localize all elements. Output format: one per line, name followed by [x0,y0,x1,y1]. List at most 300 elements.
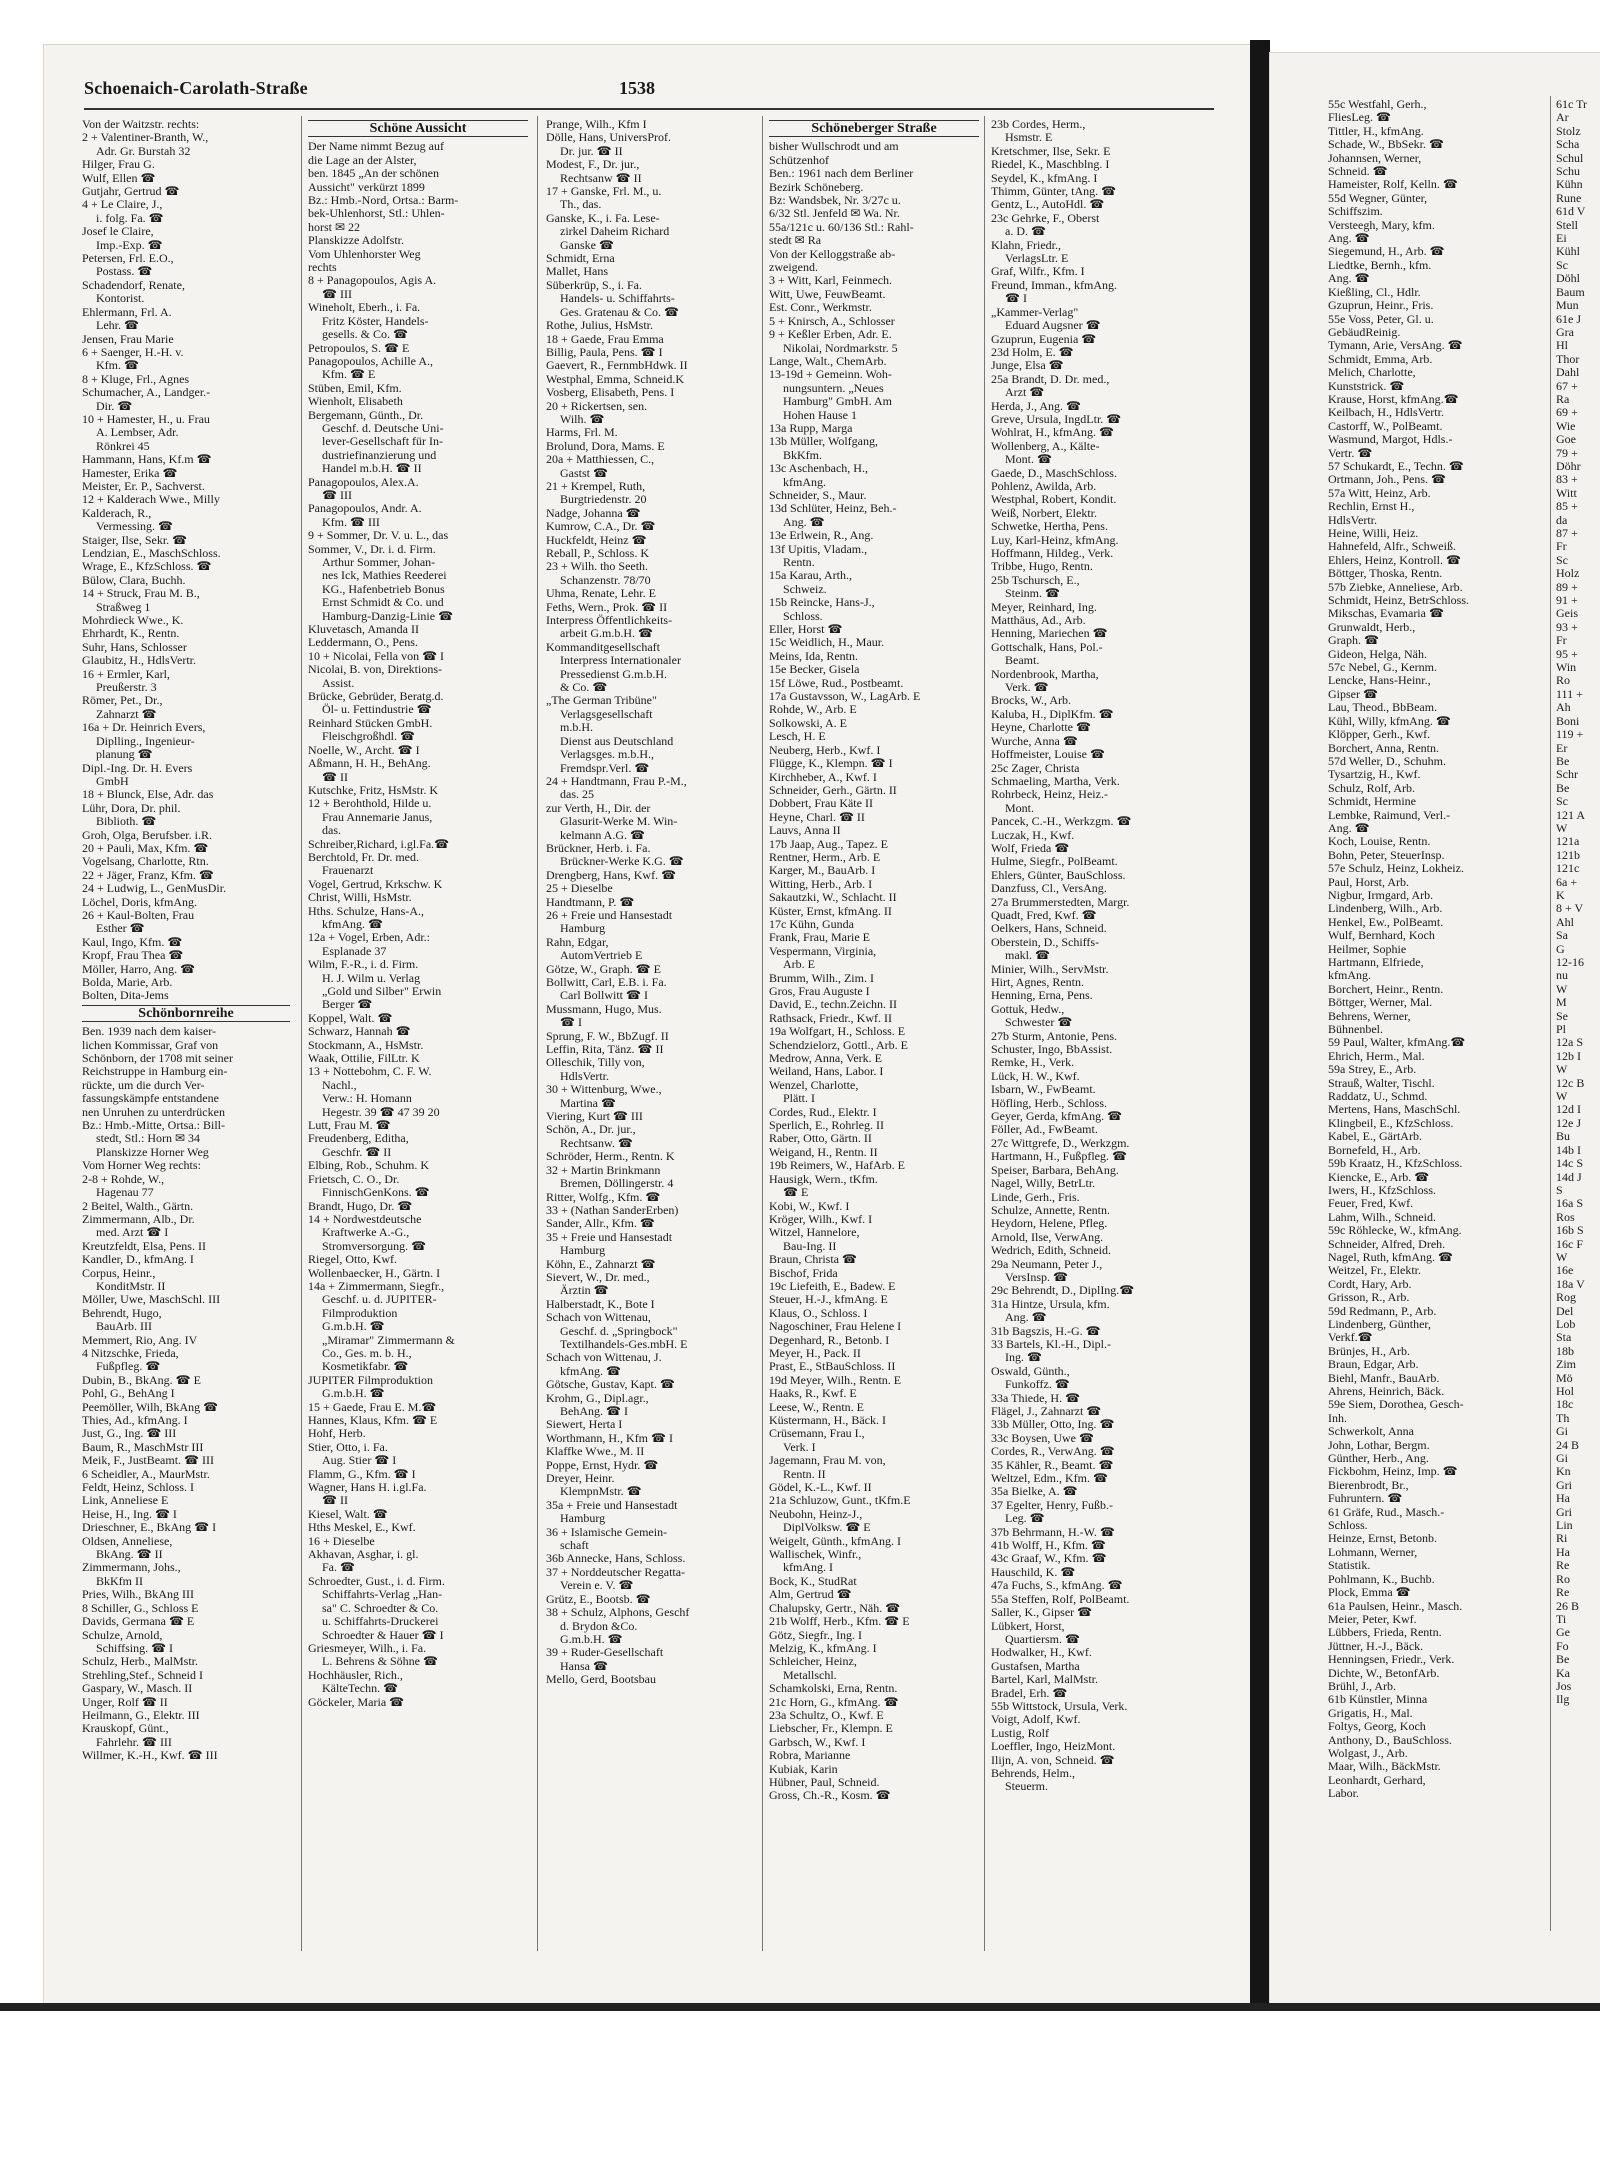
entry-continuation: Glasurit-Werke M. Win- [560,815,678,829]
directory-entry: 57c Nebel, G., Kernm. [1328,661,1437,675]
directory-entry: Voigt, Adolf, Kwf. [991,1713,1081,1727]
directory-entry: Lendzian, E., MaschSchloss. [82,547,221,560]
directory-entry: Schamkolski, Erna, Rentn. [769,1682,898,1696]
directory-entry: Bradel, Erh. ☎ [991,1686,1068,1700]
directory-entry: 36 + Islamische Gemein- [546,1525,668,1539]
directory-entry: Gideon, Helga, Näh. [1328,647,1427,661]
directory-entry: Ortmann, Joh., Pens. ☎ [1328,473,1446,487]
directory-entry: Witt [1556,486,1577,500]
directory-entry: 17c Kühn, Gunda [769,917,854,931]
directory-entry: Danzfuss, Cl., VersAng. [991,882,1107,896]
directory-entry: 16e [1556,1264,1574,1278]
entry-continuation: Co., Ges. m. b. H., [322,1346,412,1360]
directory-entry: Be [1556,754,1570,768]
directory-entry: Lin [1556,1519,1573,1533]
directory-entry: Schneider, Gerh., Gärtn. II [769,783,897,797]
directory-entry: 121a [1556,835,1580,849]
directory-entry: Schr [1556,768,1578,782]
directory-entry: 27c Wittgrefe, D., Werkzgm. [991,1136,1130,1150]
entry-continuation: Lehr. ☎ [96,319,139,333]
entry-continuation: Brückner-Werke K.G. ☎ [560,855,684,869]
entry-continuation: Interpress Internationaler [560,654,681,668]
directory-entry: Kalderach, R., [82,506,152,520]
directory-entry: Modest, F., Dr. jur., [546,158,640,172]
directory-entry: Gzuprun, Heinr., Fris. [1328,299,1434,313]
directory-entry: Heyne, Charlotte ☎ [991,721,1091,735]
entry-continuation: ☎ II [322,770,348,784]
directory-entry: Neubohn, Heinz-J., [769,1507,863,1521]
directory-entry: Riegel, Otto, Kwf. [308,1253,397,1267]
directory-entry: Klingbeil, E., KfzSchloss. [1328,1116,1454,1130]
entry-continuation: VerlagsLtr. E [1005,252,1069,266]
directory-column-5 [991,118,1213,1794]
entry-continuation: Verk. I [783,1440,816,1454]
directory-entry: Prast, E., StBauSchloss. II [769,1360,896,1374]
entry-continuation: Schanzenstr. 78/70 [560,573,651,587]
directory-entry: Bartel, Karl, MalMstr. [991,1673,1098,1687]
directory-entry: Eller, Horst ☎ [769,623,843,637]
directory-entry: Sommer, V., Dr. i. d. Firm. [308,542,436,556]
directory-entry: Hartmann, H., Fußpfleg. ☎ [991,1150,1127,1164]
directory-entry: Lesch, H. E [769,730,826,744]
directory-entry: Kropf, Frau Thea ☎ [82,949,184,963]
directory-entry: Iwers, H., KfzSchloss. [1328,1183,1436,1197]
entry-continuation: Ang. ☎ [1328,821,1370,835]
directory-entry: Wollenbaecker, H., Gärtn. I [308,1266,441,1280]
directory-entry: Griesmeyer, Wilh., i. Fa. [308,1641,427,1655]
directory-entry: JUPITER Filmproduktion [308,1373,434,1387]
directory-entry: Weltzel, Edm., Kfm. ☎ [991,1472,1108,1486]
directory-entry: Ahrens, Heinrich, Bäck. [1328,1385,1445,1398]
directory-entry: Brocks, W., Arb. [991,694,1072,708]
entry-continuation: Mont. [1005,801,1035,815]
entry-continuation: nes Ick, Mathies Reederei [322,569,447,583]
directory-entry: 32 + Martin Brinkmann [546,1163,661,1177]
directory-entry: 33b Müller, Otto, Ing. ☎ [991,1418,1115,1432]
entry-continuation: Planskizze Horner Weg [96,1145,209,1159]
directory-entry: Dölle, Hans, UniversProf. [546,131,671,145]
directory-entry: Hochhäusler, Rich., [308,1668,403,1682]
directory-entry: Mello, Gerd, Bootsbau [546,1673,656,1687]
directory-entry: Suhr, Hans, Schlosser [82,640,187,654]
entry-continuation: Fleischgroßhdl. ☎ [322,730,415,744]
directory-entry: 12-16 [1556,956,1584,969]
directory-entry: Vom Uhlenhorster Weg [308,247,421,261]
directory-entry: W [1556,1250,1568,1264]
directory-entry: Kaluba, H., DiplKfm. ☎ [991,707,1114,721]
entry-continuation: Geschfr. ☎ II [322,1145,392,1159]
directory-entry: Kumrow, C.A., Dr. ☎ [546,520,656,534]
directory-column-1 [82,118,290,1763]
directory-entry: Hameister, Rolf, Kelln. ☎ [1328,178,1458,192]
directory-entry: Götze, W., Graph. ☎ E [546,962,661,976]
directory-entry: Grunwaldt, Herb., [1328,620,1416,634]
directory-entry: 27b Sturm, Antonie, Pens. [991,1029,1118,1043]
directory-entry: Flägel, J., Zahnarzt ☎ [991,1405,1102,1418]
directory-entry: Brückner, Herb. i. Fa. [546,841,651,855]
entry-continuation: Geschf. d. „Springbock" [560,1324,678,1338]
directory-entry: Pl [1556,1023,1567,1037]
directory-entry: Harms, Frl. M. [546,426,618,440]
directory-entry: 57a Witt, Heinz, Arb. [1328,486,1431,500]
directory-entry: Von der Waitzstr. rechts: [82,118,200,131]
directory-entry: Hl [1556,339,1568,353]
directory-entry: Graf, Wilfr., Kfm. I [991,265,1085,279]
directory-entry: Ti [1556,1612,1567,1626]
entry-continuation: Nachl., [322,1078,357,1092]
directory-entry: stedt ✉ Ra [769,234,822,248]
entry-continuation: KälteTechn. ☎ [322,1682,399,1696]
directory-entry: Bezirk Schöneberg. [769,180,864,194]
directory-entry: Willmer, K.-H., Kwf. ☎ III [82,1749,218,1763]
directory-entry: Panagopoulos, Achille A., [308,354,433,368]
directory-entry: Schulze, Annette, Rentn. [991,1203,1110,1217]
directory-entry: Oldsen, Anneliese, [82,1534,173,1548]
directory-entry: Freund, Imman., kfmAng. [991,278,1117,292]
directory-entry: 33c Boysen, Uwe ☎ [991,1431,1094,1445]
directory-entry: 6 + Saenger, H.-H. v. [82,345,184,359]
directory-entry: Pries, Wilh., BkAng III [82,1588,194,1602]
directory-entry: 17a Gustavsson, W., LagArb. E [769,690,921,704]
entry-continuation: A. Lembser, Adr. [96,426,179,440]
directory-entry: Ilijn, A. von, Schneid. ☎ [991,1753,1115,1767]
entry-continuation: Steuerm. [1005,1780,1048,1794]
directory-entry: 15 + Gaede, Frau E. M.☎ [308,1400,437,1414]
directory-entry: Römer, Pet., Dr., [82,694,163,708]
directory-entry: Hartmann, Elfriede, [1328,956,1424,969]
directory-entry: Gri [1556,1478,1572,1492]
directory-entry: Ehlers, Heinz, Kontroll. ☎ [1328,553,1461,567]
directory-entry: Schön, A., Dr. jur., [546,1123,636,1137]
directory-entry: 35 + Freie und Hansestadt [546,1230,673,1244]
entry-continuation: GmbH [96,774,129,788]
entry-continuation: Bremen, Döllingerstr. 4 [560,1177,674,1191]
directory-entry: 47a Fuchs, S., kfmAng. ☎ [991,1579,1123,1593]
entry-continuation: Ang. ☎ [1328,272,1370,286]
directory-entry: Peemöller, Wilh, BkAng ☎ [82,1400,219,1414]
directory-entry: 13d Schlüter, Heinz, Beh.- [769,502,897,516]
directory-entry: Pancek, C.-H., Werkzgm. ☎ [991,815,1132,829]
directory-entry: Lembke, Raimund, Verl.- [1328,808,1451,822]
directory-entry: Grisson, R., Arb. [1328,1291,1410,1305]
directory-column-2 [308,118,528,1709]
entry-continuation: kfmAng. [783,475,826,489]
directory-entry: Ilg [1556,1693,1570,1707]
directory-entry: Rothe, Julius, HsMstr. [546,319,654,333]
directory-entry: Linde, Gerh., Fris. [991,1190,1080,1204]
directory-entry: 24 + Handtmann, Frau P.-M., [546,774,687,788]
directory-entry: W [1556,982,1568,996]
directory-entry: Sperlich, E., Rohrleg. II [769,1119,884,1133]
directory-entry: Berchtold, Fr. Dr. med. [308,850,419,864]
directory-entry: Ehlermann, Frl. A. [82,305,172,319]
directory-entry: Est. Conr., Werkmstr. [769,301,872,315]
header-rule [84,108,1214,110]
entry-continuation: Frauenarzt [322,864,374,878]
directory-entry: Sc [1556,553,1568,567]
directory-entry: 59d Redmann, P., Arb. [1328,1304,1437,1318]
entry-continuation: Beamt. [1005,654,1040,668]
directory-entry: Braun, Christa ☎ [769,1253,857,1267]
directory-entry: ben. 1845 „An der schönen [308,167,439,181]
directory-entry: Lencke, Hans-Heinr., [1328,674,1431,688]
directory-entry: Bz.: Hmb.-Mitte, Ortsa.: Bill- [82,1119,225,1133]
directory-entry: Olleschik, Tilly von, [546,1056,645,1070]
entry-continuation: Hamburg [560,922,606,936]
directory-entry: Flamm, G., Kfm. ☎ I [308,1467,416,1481]
directory-entry: Weigelt, Günth., kfmAng. I [769,1534,902,1548]
directory-entry: 12c B [1556,1076,1585,1090]
directory-entry: Lustig, Rolf [991,1726,1050,1740]
directory-entry: 25a Brandt, D. Dr. med., [991,372,1110,386]
directory-entry: Jagemann, Frau M. von, [769,1454,886,1468]
directory-entry: 35 Kähler, R., Beamt. ☎ [991,1458,1114,1472]
directory-entry: Thor [1556,352,1580,366]
directory-entry: Christ, Willi, HsMstr. [308,891,412,905]
directory-entry: Oelkers, Hans, Schneid. [991,922,1107,936]
directory-entry: Vogelsang, Charlotte, Rtn. [82,855,209,869]
directory-entry: Grigatis, H., Mal. [1328,1706,1413,1720]
directory-entry: 13c Aschenbach, H., [769,462,868,476]
directory-entry: Schmidt, Emma, Arb. [1328,352,1433,366]
directory-entry: Schulz, Herb., MalMstr. [82,1655,198,1669]
directory-entry: 12 + Kalderach Wwe., Milly [82,493,220,507]
directory-entry: Nicolai, B. von, Direktions- [308,663,442,677]
directory-entry: Ganske, K., i. Fa. Lese- [546,211,660,225]
entry-continuation: Filmproduktion [322,1306,398,1320]
entry-continuation: BehAng. ☎ I [560,1405,628,1418]
directory-entry: Gaevert, R., FernmbHdwk. II [546,359,688,373]
directory-entry: Elbing, Rob., Schuhm. K [308,1159,430,1173]
directory-entry: 9 + Sommer, Dr. V. u. L., das [308,529,449,543]
entry-continuation: Rentn. II [783,1467,826,1481]
directory-entry: Göckeler, Maria ☎ [308,1695,405,1709]
directory-entry: Steuer, H.-J., kfmAng. E [769,1293,888,1307]
directory-entry: Borchert, Anna, Rentn. [1328,741,1439,755]
directory-entry: 41b Wolff, H., Kfm. ☎ [991,1539,1106,1553]
directory-entry: Akhavan, Asghar, i. gl. [308,1548,419,1562]
directory-entry: 4 + Le Claire, J., [82,198,163,212]
directory-entry: Wienholt, Elisabeth [308,395,403,409]
directory-entry: 61 Gräfe, Rud., Masch.- [1328,1505,1445,1519]
directory-entry: Ehrhardt, K., Rentn. [82,627,180,641]
directory-entry: 12a + Vogel, Erben, Adr.: [308,931,430,945]
entry-continuation: lever-Gesellschaft für In- [322,435,444,449]
directory-entry: Kreutzfeldt, Elsa, Pens. II [82,1239,206,1253]
directory-entry: Schulze, Arnold, [82,1628,163,1642]
directory-entry: Nigbur, Irmgard, Arb. [1328,888,1434,902]
directory-entry: Corpus, Heinr., [82,1266,156,1280]
directory-entry: 83 + [1556,473,1578,487]
entry-continuation: Rechtsanw. ☎ [560,1136,633,1150]
entry-continuation: Kfm. ☎ III [322,515,380,529]
column-divider [1550,96,1551,1931]
directory-entry: Ehlers, Günter, BauSchloss. [991,868,1126,882]
directory-entry: 17 + Ganske, Frl. M., u. [546,185,662,199]
directory-entry: Kluvetasch, Amanda II [308,623,419,637]
directory-entry: Baum, R., MaschMstr III [82,1440,204,1454]
directory-entry: Dobbert, Frau Käte II [769,797,873,811]
entry-continuation: Straßweg 1 [96,600,151,614]
directory-entry: 91 + [1556,594,1578,608]
directory-entry: Medrow, Anna, Verk. E [769,1052,882,1066]
directory-entry: Nordenbrook, Martha, [991,667,1099,681]
entry-continuation: das. [322,824,341,838]
directory-entry: 15f Löwe, Rud., Postbeamt. [769,676,904,690]
directory-entry: Böttger, Werner, Mal. [1328,996,1433,1010]
directory-entry: Hoffmeister, Louise ☎ [991,748,1105,762]
directory-entry: 16a + Dr. Heinrich Evers, [82,721,206,735]
directory-entry: Melich, Charlotte, [1328,366,1416,380]
directory-entry: 121 A [1556,808,1586,822]
directory-entry: Meyer, H., Pack. II [769,1346,861,1360]
directory-entry: Lück, H. W., Kwf. [991,1069,1080,1083]
entry-continuation: Verein e. V. ☎ [560,1579,634,1593]
directory-entry: Bierenbrodt, Br., [1328,1478,1409,1492]
directory-entry: Heyne, Charl. ☎ II [769,810,865,824]
directory-entry: 87 + [1556,527,1578,540]
directory-entry: Schwarz, Hannah ☎ [308,1025,411,1039]
directory-entry: Hohf, Herb. [308,1427,366,1441]
directory-entry: 21a Schluzow, Gunt., tKfm.E [769,1494,911,1508]
directory-entry: Be [1556,781,1570,795]
directory-entry: Hilger, Frau G. [82,158,155,172]
directory-entry: Leese, W., Rentn. E [769,1400,864,1414]
directory-entry: 18a V [1556,1277,1585,1291]
directory-entry: M [1556,996,1567,1010]
directory-entry: Schwerkolt, Anna [1328,1425,1414,1439]
entry-continuation: Vertr. ☎ [1328,446,1373,460]
entry-continuation: gesells. & Co. ☎ [322,328,408,342]
entry-continuation: Ang. ☎ [1328,232,1370,246]
entry-continuation: sa" C. Schroedter & Co. [322,1601,439,1615]
entry-continuation: Kosmetikfabr. ☎ [322,1360,409,1374]
entry-continuation: Labor. [1328,1787,1359,1801]
directory-entry: 37 Egelter, Henry, Fußb.- [991,1498,1114,1512]
running-head: Schoenaich-Carolath-Straße [84,78,308,98]
directory-entry: Gzuprun, Eugenia ☎ [991,332,1097,346]
directory-entry: Vespermann, Virginia, [769,944,877,958]
entry-continuation: Hamburg [560,1244,606,1258]
directory-entry: 25b Tschursch, E., [991,573,1080,587]
directory-entry: Degenhard, R., Betonb. I [769,1333,890,1347]
directory-entry: 21b Wolff, Herb., Kfm. ☎ E [769,1615,910,1629]
directory-entry: Bu [1556,1130,1571,1144]
entry-continuation: Rentn. [783,556,815,569]
directory-entry: Siegemund, H., Arb. ☎ [1328,245,1445,259]
directory-entry: Schwetke, Hertha, Pens. [991,520,1108,534]
column-divider [301,116,302,1951]
directory-entry: 24 + Ludwig, L., GenMusDir. [82,882,227,896]
directory-entry: 18b [1556,1344,1574,1358]
directory-entry: Tribbe, Hugo, Rentn. [991,560,1093,574]
directory-entry: Frietsch, C. O., Dr. [308,1172,400,1186]
directory-entry: Bz.: Hmb.-Nord, Ortsa.: Barm- [308,194,459,208]
directory-entry: Brühl, J., Arb. [1328,1679,1397,1693]
directory-entry: Schade, W., BbSekr. ☎ [1328,138,1444,152]
directory-entry: Geyer, Gerda, kfmAng. ☎ [991,1110,1123,1124]
directory-entry: Feuer, Fred, Kwf. [1328,1197,1414,1211]
directory-entry: 89 + [1556,580,1578,594]
directory-entry: Handtmann, P. ☎ [546,895,635,909]
entry-continuation: H. J. Wilm u. Verlag [322,971,421,985]
directory-entry: Mussmann, Hugo, Mus. [546,1002,662,1016]
directory-entry: Biehl, Manfr., BauArb. [1328,1371,1440,1385]
entry-continuation: zirkel Daheim Richard [560,225,670,239]
entry-continuation: Schiffahrts-Verlag „Han- [322,1588,443,1602]
entry-continuation: Ar [1556,111,1569,125]
directory-entry: 18 + Blunck, Else, Adr. das [82,788,214,802]
entry-continuation: Verk. ☎ [1005,681,1049,695]
directory-entry: 55c Westfahl, Gerh., [1328,98,1427,111]
directory-entry: Meister, Er. P., Sachverst. [82,479,205,493]
directory-entry: Prange, Wilh., Kfm I [546,118,647,131]
directory-entry: Luy, Karl-Heinz, kfmAng. [991,533,1119,547]
directory-entry: 61a Paulsen, Heinr., Masch. [1328,1599,1463,1613]
directory-entry: 36b Annecke, Hans, Schloss. [546,1552,686,1566]
directory-entry: 20 + Pauli, Max, Kfm. ☎ [82,841,209,855]
directory-entry: Rathsack, Friedr., Kwf. II [769,1011,892,1025]
directory-entry: Thimm, Günter, tAng. ☎ [991,185,1117,199]
directory-entry: Oberstein, D., Schiffs- [991,935,1100,949]
entry-continuation: Stromversorgung. ☎ [322,1239,427,1253]
directory-entry: Melzig, K., kfmAng. I [769,1641,877,1655]
directory-entry: 14a + Zimmermann, Siegfr., [308,1279,445,1293]
entry-continuation: arbeit G.m.b.H. ☎ [560,627,653,641]
directory-entry: 10 + Hamester, H., u. Frau [82,412,210,426]
entry-continuation: Schiffszim. [1328,205,1383,219]
directory-entry: Garbsch, W., Kwf. I [769,1735,866,1749]
entry-continuation: DiplVolksw. ☎ E [783,1521,871,1535]
directory-entry: Solkowski, A. E [769,716,848,730]
directory-entry: Gottuk, Hedw., [991,1002,1065,1016]
directory-entry: zweigend. [769,261,818,275]
directory-entry: Krohm, G., Dipl.agr., [546,1391,649,1405]
directory-entry: 14c S [1556,1157,1583,1171]
entry-continuation: Fuhruntern. ☎ [1328,1492,1403,1506]
directory-entry: Haaks, R., Kwf. E [769,1387,857,1401]
directory-entry: Stolz [1556,124,1581,138]
entry-continuation: Esplanade 37 [322,944,387,958]
entry-continuation: Schloss. [783,609,823,623]
directory-entry: 18 + Gaede, Frau Emma [546,332,664,346]
directory-entry: Behrends, Helm., [991,1766,1075,1780]
directory-entry: Lange, Walt., ChemArb. [769,354,887,368]
directory-entry: 55e Voss, Peter, Gl. u. [1328,312,1434,326]
directory-entry: Klaus, O., Schloss. I [769,1306,868,1320]
directory-entry: Möller, Uwe, MaschSchl. III [82,1293,221,1307]
directory-entry: Kühn [1556,178,1583,192]
directory-entry: 59e Siem, Dorothea, Gesch- [1328,1398,1464,1412]
directory-entry: 19c Liefeith, E., Badew. E [769,1279,896,1293]
directory-entry: Castorff, W., PolBeamt. [1328,419,1443,433]
directory-entry: 12d I [1556,1103,1581,1117]
directory-entry: Klahn, Friedr., [991,238,1061,252]
directory-entry: Ah [1556,701,1571,715]
entry-continuation: Geschf. d. Deutsche Uni- [322,421,444,435]
entry-continuation: Zahnarzt ☎ [96,707,157,721]
directory-entry: Lohmann, Werner, [1328,1545,1418,1559]
directory-entry: Wohlrat, H., kfmAng. ☎ [991,426,1114,440]
directory-entry: Witzel, Hannelore, [769,1226,860,1240]
directory-entry: 12a S [1556,1036,1583,1050]
directory-entry: Wenzel, Charlotte, [769,1078,859,1092]
entry-continuation: ☎ I [1005,292,1027,306]
directory-entry: Hodwalker, H., Kwf. [991,1646,1092,1660]
directory-entry: S [1556,1183,1563,1197]
directory-entry: 25 + Dieselbe [546,882,613,896]
directory-entry: 12b I [1556,1049,1581,1063]
